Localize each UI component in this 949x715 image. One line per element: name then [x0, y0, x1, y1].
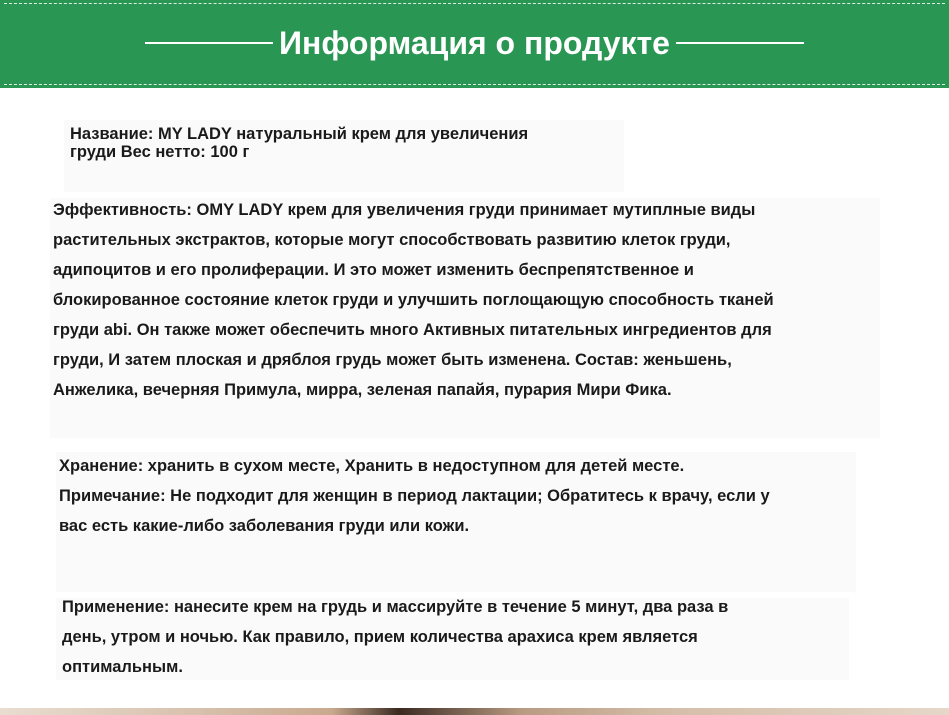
efficacy-line: груди, И затем плоская и дряблоя грудь может быть изменена. Состав: женьшень, — [53, 351, 732, 369]
page-title: Информация о продукте — [279, 24, 670, 61]
title-rule-right — [676, 42, 804, 44]
warning-line: Примечание: Не подходит для женщин в период лактации; Обратитесь к врачу, если у — [59, 487, 770, 505]
usage-line: день, утром и ночью. Как правило, прием количества арахиса крем является — [62, 628, 698, 646]
efficacy-line: блокированное состояние клеток груди и улучшить поглощающую способность тканей — [53, 291, 774, 309]
efficacy-line: Анжелика, вечерняя Примула, мирра, зеленая папайя, пурария Мири Фика. — [53, 381, 672, 399]
storage-block — [59, 451, 770, 541]
title-rule-left — [145, 42, 273, 44]
efficacy-line: груди abi. Он также может обеспечить много Активных питательных ингредиентов для — [53, 321, 772, 339]
banner-dashed-border-top — [4, 3, 945, 4]
usage-line: оптимальным. — [62, 658, 183, 676]
usage-block — [62, 592, 728, 682]
efficacy-line: Эффективность: OMY LADY крем для увеличения груди принимает мутиплные виды — [53, 201, 756, 219]
product-name-block — [70, 125, 528, 161]
efficacy-line: адипоцитов и его пролиферации. И это может изменить беспрепятственное и — [53, 261, 694, 279]
efficacy-block — [53, 195, 774, 405]
storage-line: Хранение: хранить в сухом месте, Хранить в недоступном для детей месте. — [59, 457, 685, 475]
banner-title-row — [0, 18, 949, 68]
efficacy-line: растительных экстрактов, которые могут способствовать развитию клеток груди, — [53, 231, 731, 249]
product-photo-strip — [0, 708, 949, 715]
product-weight-line: груди Вес нетто: 100 г — [70, 143, 250, 161]
usage-line: Применение: нанесите крем на грудь и массируйте в течение 5 минут, два раза в — [62, 598, 729, 616]
product-name-line: Название: MY LADY натуральный крем для увеличения — [70, 125, 529, 143]
banner-dashed-border-bottom — [4, 84, 945, 85]
warning-line: вас есть какие-либо заболевания груди или кожи. — [59, 517, 470, 535]
header-banner — [0, 0, 949, 88]
